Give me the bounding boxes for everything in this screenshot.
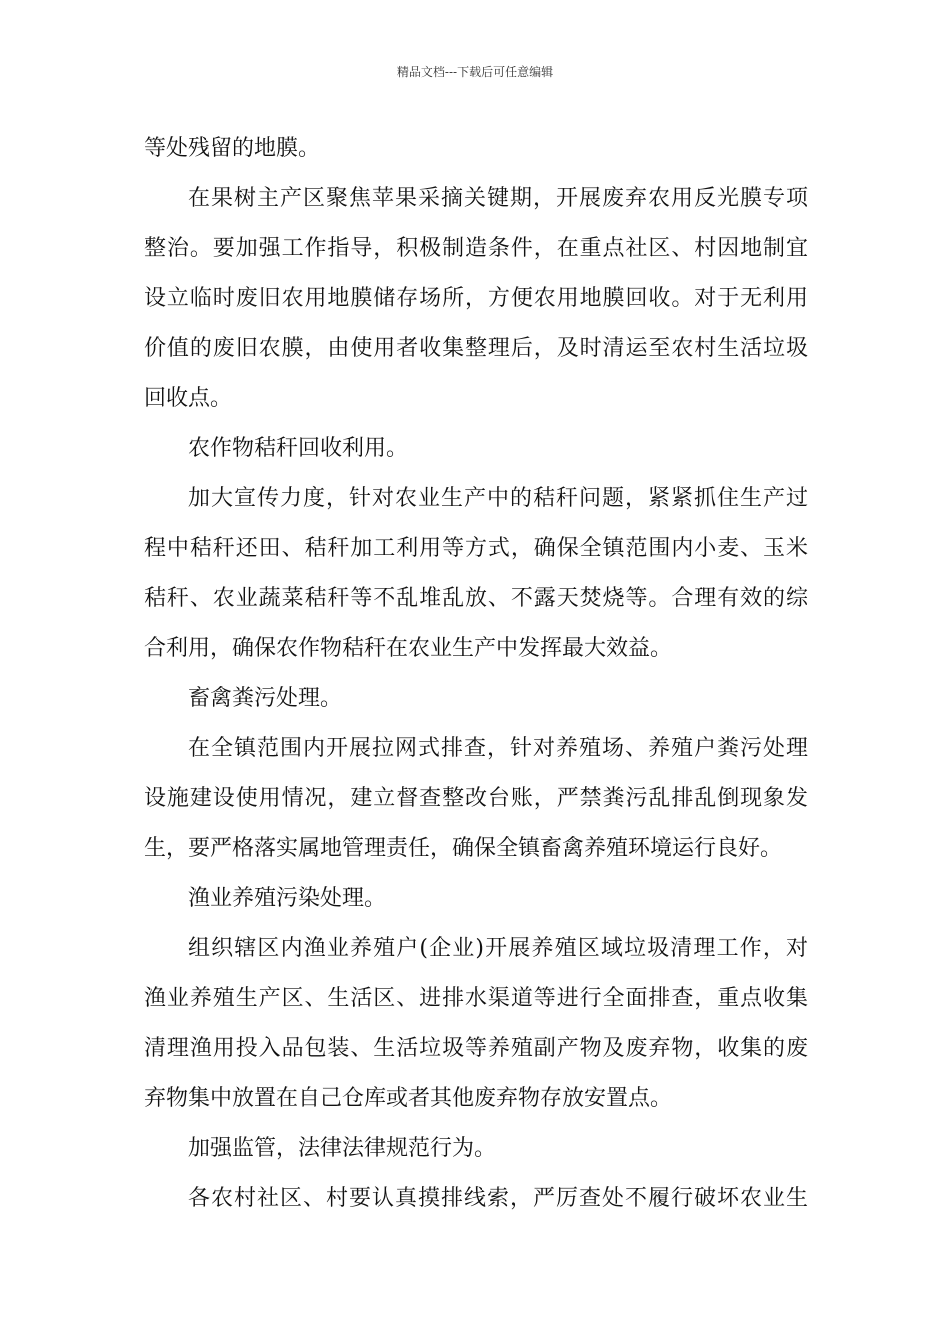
text-line: 回收点。 — [144, 386, 233, 411]
section-heading: 农作物秸秆回收利用。 — [188, 436, 409, 461]
text-line: 各农村社区、村要认真摸排线索，严厉查处不履行破坏农业生 — [188, 1186, 808, 1211]
text-line: 程中秸秆还田、秸秆加工利用等方式，确保全镇范围内小麦、玉米 — [144, 536, 808, 561]
document-body — [144, 124, 808, 1224]
text-line: 生，要严格落实属地管理责任，确保全镇畜禽养殖环境运行良好。 — [144, 836, 783, 861]
text-line: 价值的废旧农膜，由使用者收集整理后，及时清运至农村生活垃圾 — [144, 336, 808, 361]
text-line: 弃物集中放置在自己仓库或者其他废弃物存放安置点。 — [144, 1086, 673, 1111]
text-line: 渔业养殖生产区、生活区、进排水渠道等进行全面排查，重点收集 — [144, 986, 808, 1011]
text-line: 整治。要加强工作指导，积极制造条件，在重点社区、村因地制宜 — [144, 236, 808, 261]
text-line: 在果树主产区聚焦苹果采摘关键期，开展废弃农用反光膜专项 — [188, 186, 808, 211]
text-line: 合利用，确保农作物秸秆在农业生产中发挥最大效益。 — [144, 636, 673, 661]
text-line: 秸秆、农业蔬菜秸秆等不乱堆乱放、不露天焚烧等。合理有效的综 — [144, 586, 808, 611]
text-line: 设立临时废旧农用地膜储存场所，方便农用地膜回收。对于无利用 — [144, 286, 808, 311]
section-heading: 加强监管，法律法律规范行为。 — [188, 1136, 497, 1161]
text-line: 设施建设使用情况，建立督查整改台账，严禁粪污乱排乱倒现象发 — [144, 786, 808, 811]
page-header: 精品文档---下载后可任意编辑 — [396, 65, 554, 79]
section-heading: 渔业养殖污染处理。 — [188, 886, 387, 911]
text-line: 在全镇范围内开展拉网式排查，针对养殖场、养殖户粪污处理 — [188, 736, 808, 761]
text-line: 加大宣传力度，针对农业生产中的秸秆问题，紧紧抓住生产过 — [188, 486, 808, 511]
text-line: 等处残留的地膜。 — [144, 136, 321, 161]
section-heading: 畜禽粪污处理。 — [188, 686, 343, 711]
text-line: 清理渔用投入品包装、生活垃圾等养殖副产物及废弃物，收集的废 — [144, 1036, 808, 1061]
text-line: 组织辖区内渔业养殖户(企业)开展养殖区域垃圾清理工作，对 — [188, 936, 808, 961]
